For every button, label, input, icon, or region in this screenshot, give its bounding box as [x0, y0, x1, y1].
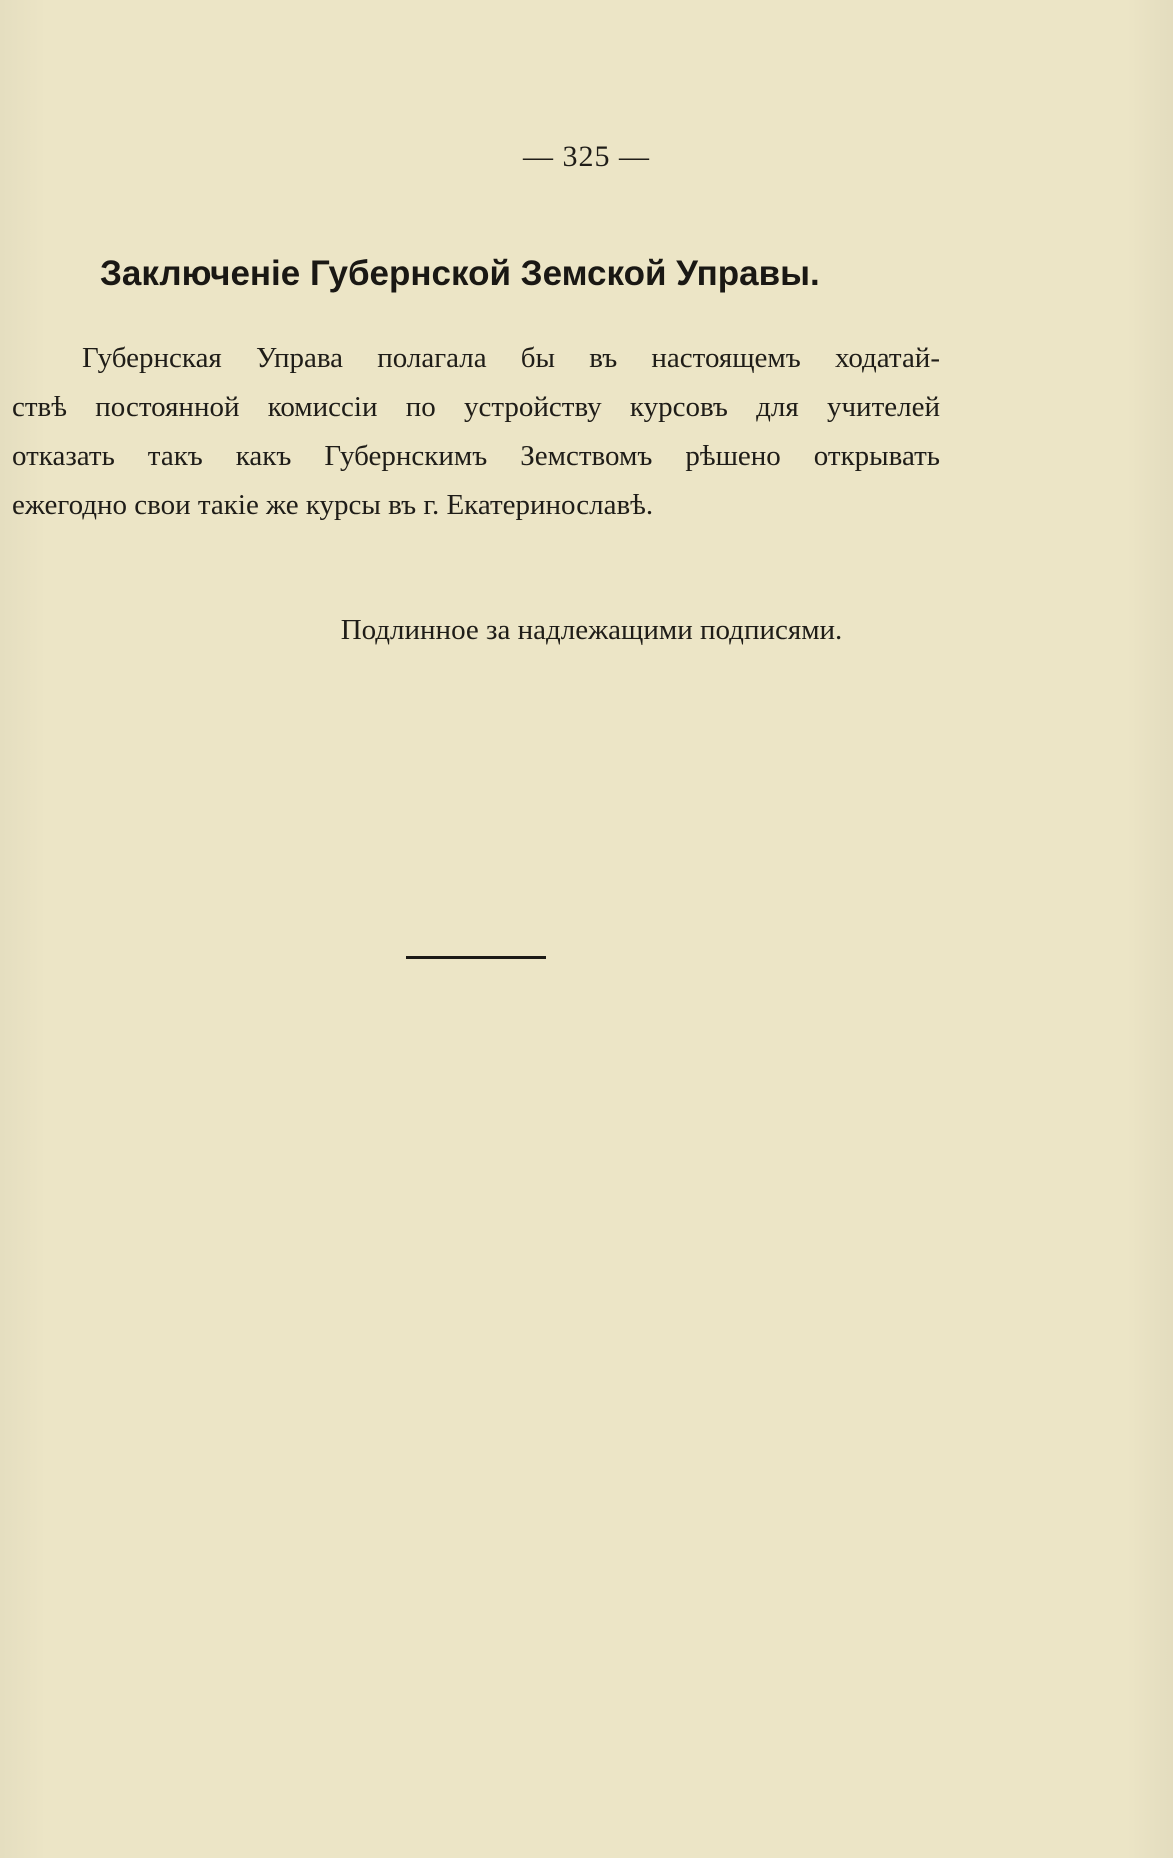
- paragraph-line: Губернская Управа полагала бы въ настоящемъ ходатай-: [82, 342, 940, 374]
- signature-note: Подлинное за надлежащими подписями.: [340, 614, 843, 646]
- body-paragraph: [12, 334, 940, 530]
- section-divider: [406, 956, 546, 959]
- paragraph-line: ствѣ постоянной комиссiи по устройству курсовъ для учителей: [12, 391, 940, 423]
- page-number: — 325 —: [523, 140, 650, 173]
- paragraph-line: ежегодно свои такiе же курсы въ г. Екатеринославѣ.: [12, 489, 654, 521]
- paragraph-line: отказать такъ какъ Губернскимъ Земствомъ рѣшено открывать: [12, 440, 940, 472]
- section-heading: Заключенiе Губернской Земской Управы.: [100, 254, 820, 293]
